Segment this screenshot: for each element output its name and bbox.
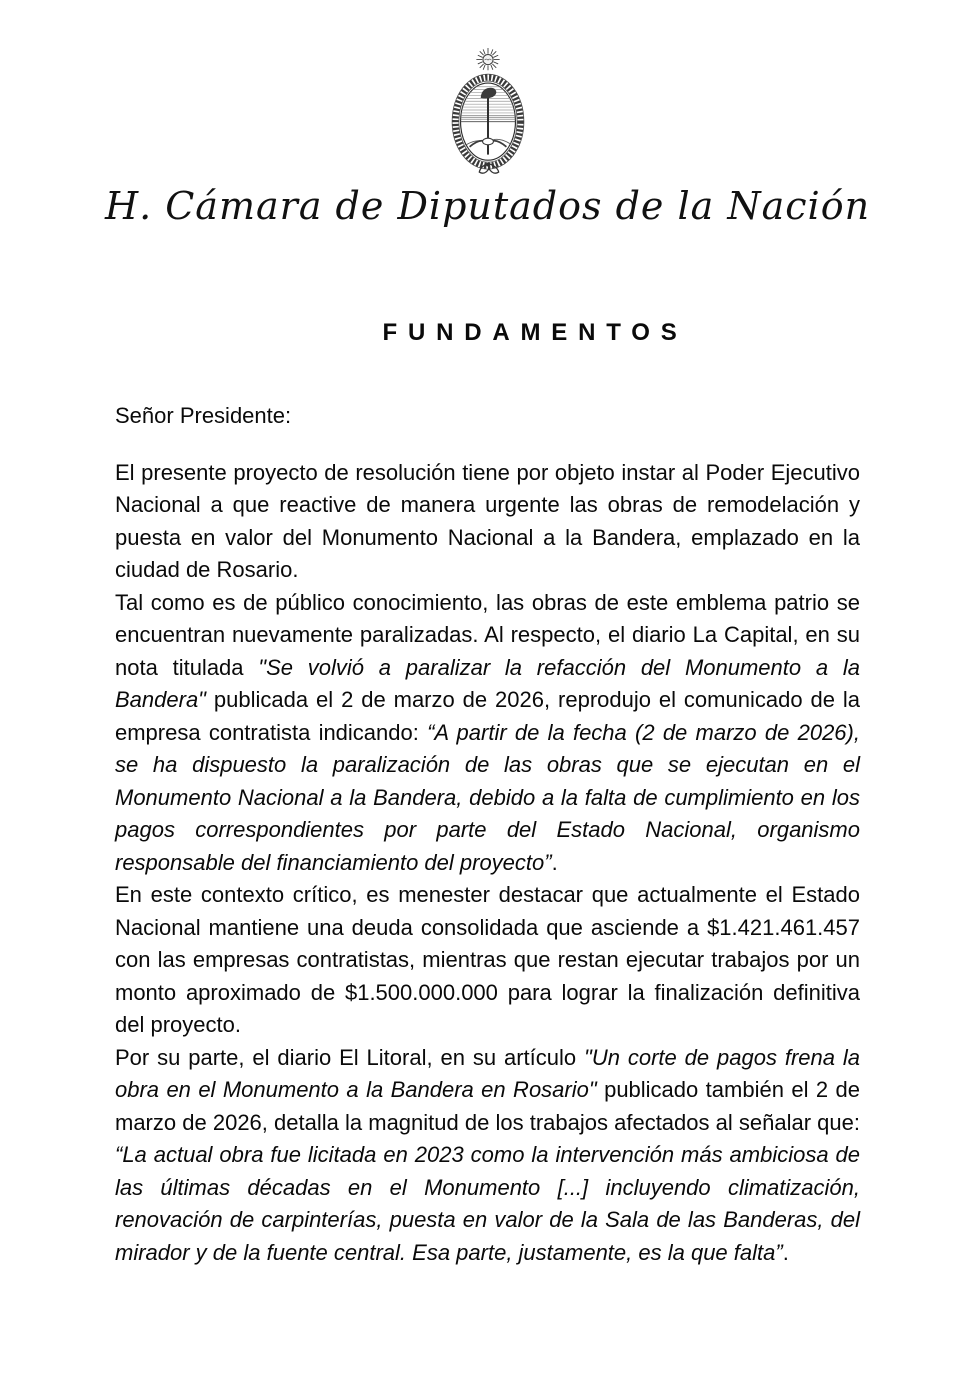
body-text: En este contexto crítico, es menester destacar que actualmente el Estado Nacional mantiene una deuda consolidada que asciende a $1.421.461.457 con las empresas contratistas, mientras que restan ejecutar trabajos por un monto aproximado de $1.500.000.000 para lograr la finalización definitiva del proyecto. <box>115 882 860 1037</box>
document-page <box>0 46 955 1391</box>
paragraphs-container <box>115 457 860 1270</box>
argentina-coat-of-arms-icon <box>10 46 955 174</box>
salutation: Señor Presidente: <box>115 403 292 428</box>
body-text: publicada el 2 de marzo de 2026, reprodujo el comunicado de la empresa contratista indicando: <box>115 687 860 745</box>
body-text: . <box>551 849 558 875</box>
document-body <box>115 400 860 1269</box>
paragraph <box>115 1042 860 1270</box>
paragraph <box>115 457 860 587</box>
quoted-text: “A partir de la fecha (2 de marzo de 2026), se ha dispuesto la paralización de las obras que se ejecutan en el Monumento Nacional a la Bandera, debido a la falta de cumplimiento en los pagos correspondientes por parte del Estado Nacional, organismo responsable del financiamiento del proyecto” <box>115 719 860 875</box>
body-text: Tal como es de público conocimiento, las obras de este emblema patrio se encuentran nuevamente paralizadas. Al respecto, el diario La Capital, en su nota titulada <box>115 589 860 680</box>
quoted-text: "Un corte de pagos frena la obra en el Monumento a la Bandera en Rosario" <box>115 1044 860 1102</box>
quoted-text: “La actual obra fue licitada en 2023 como la intervención más ambiciosa de las últimas décadas en el Monumento [...] incluyendo climatización, renovación de carpinterías, puesta en valor de la Sala de las Banderas, del mirador y de la fuente central. Esa parte, justamente, es la que falta” <box>115 1142 860 1265</box>
body-text: . <box>782 1239 789 1265</box>
body-text: publicado también el 2 de marzo de 2026, detalla la magnitud de los trabajos afectados al señalar que: <box>115 1077 860 1135</box>
paragraph <box>115 587 860 880</box>
body-text: Por su parte, el diario El Litoral, en su artículo <box>115 1044 585 1070</box>
quoted-text: "Se volvió a paralizar la refacción del Monumento a la Bandera" <box>115 654 861 712</box>
institution-name: H. Cámara de Diputados de la Nación <box>104 184 871 228</box>
body-text: El presente proyecto de resolución tiene por objeto instar al Poder Ejecutivo Nacional a que reactive de manera urgente las obras de remodelación y puesta en valor del Monumento Nacional a la Bandera, emplazado en la ciudad de Rosario. <box>115 459 860 582</box>
document-header <box>10 46 955 234</box>
paragraph <box>115 879 860 1042</box>
document-title: FUNDAMENTOS <box>382 319 688 346</box>
